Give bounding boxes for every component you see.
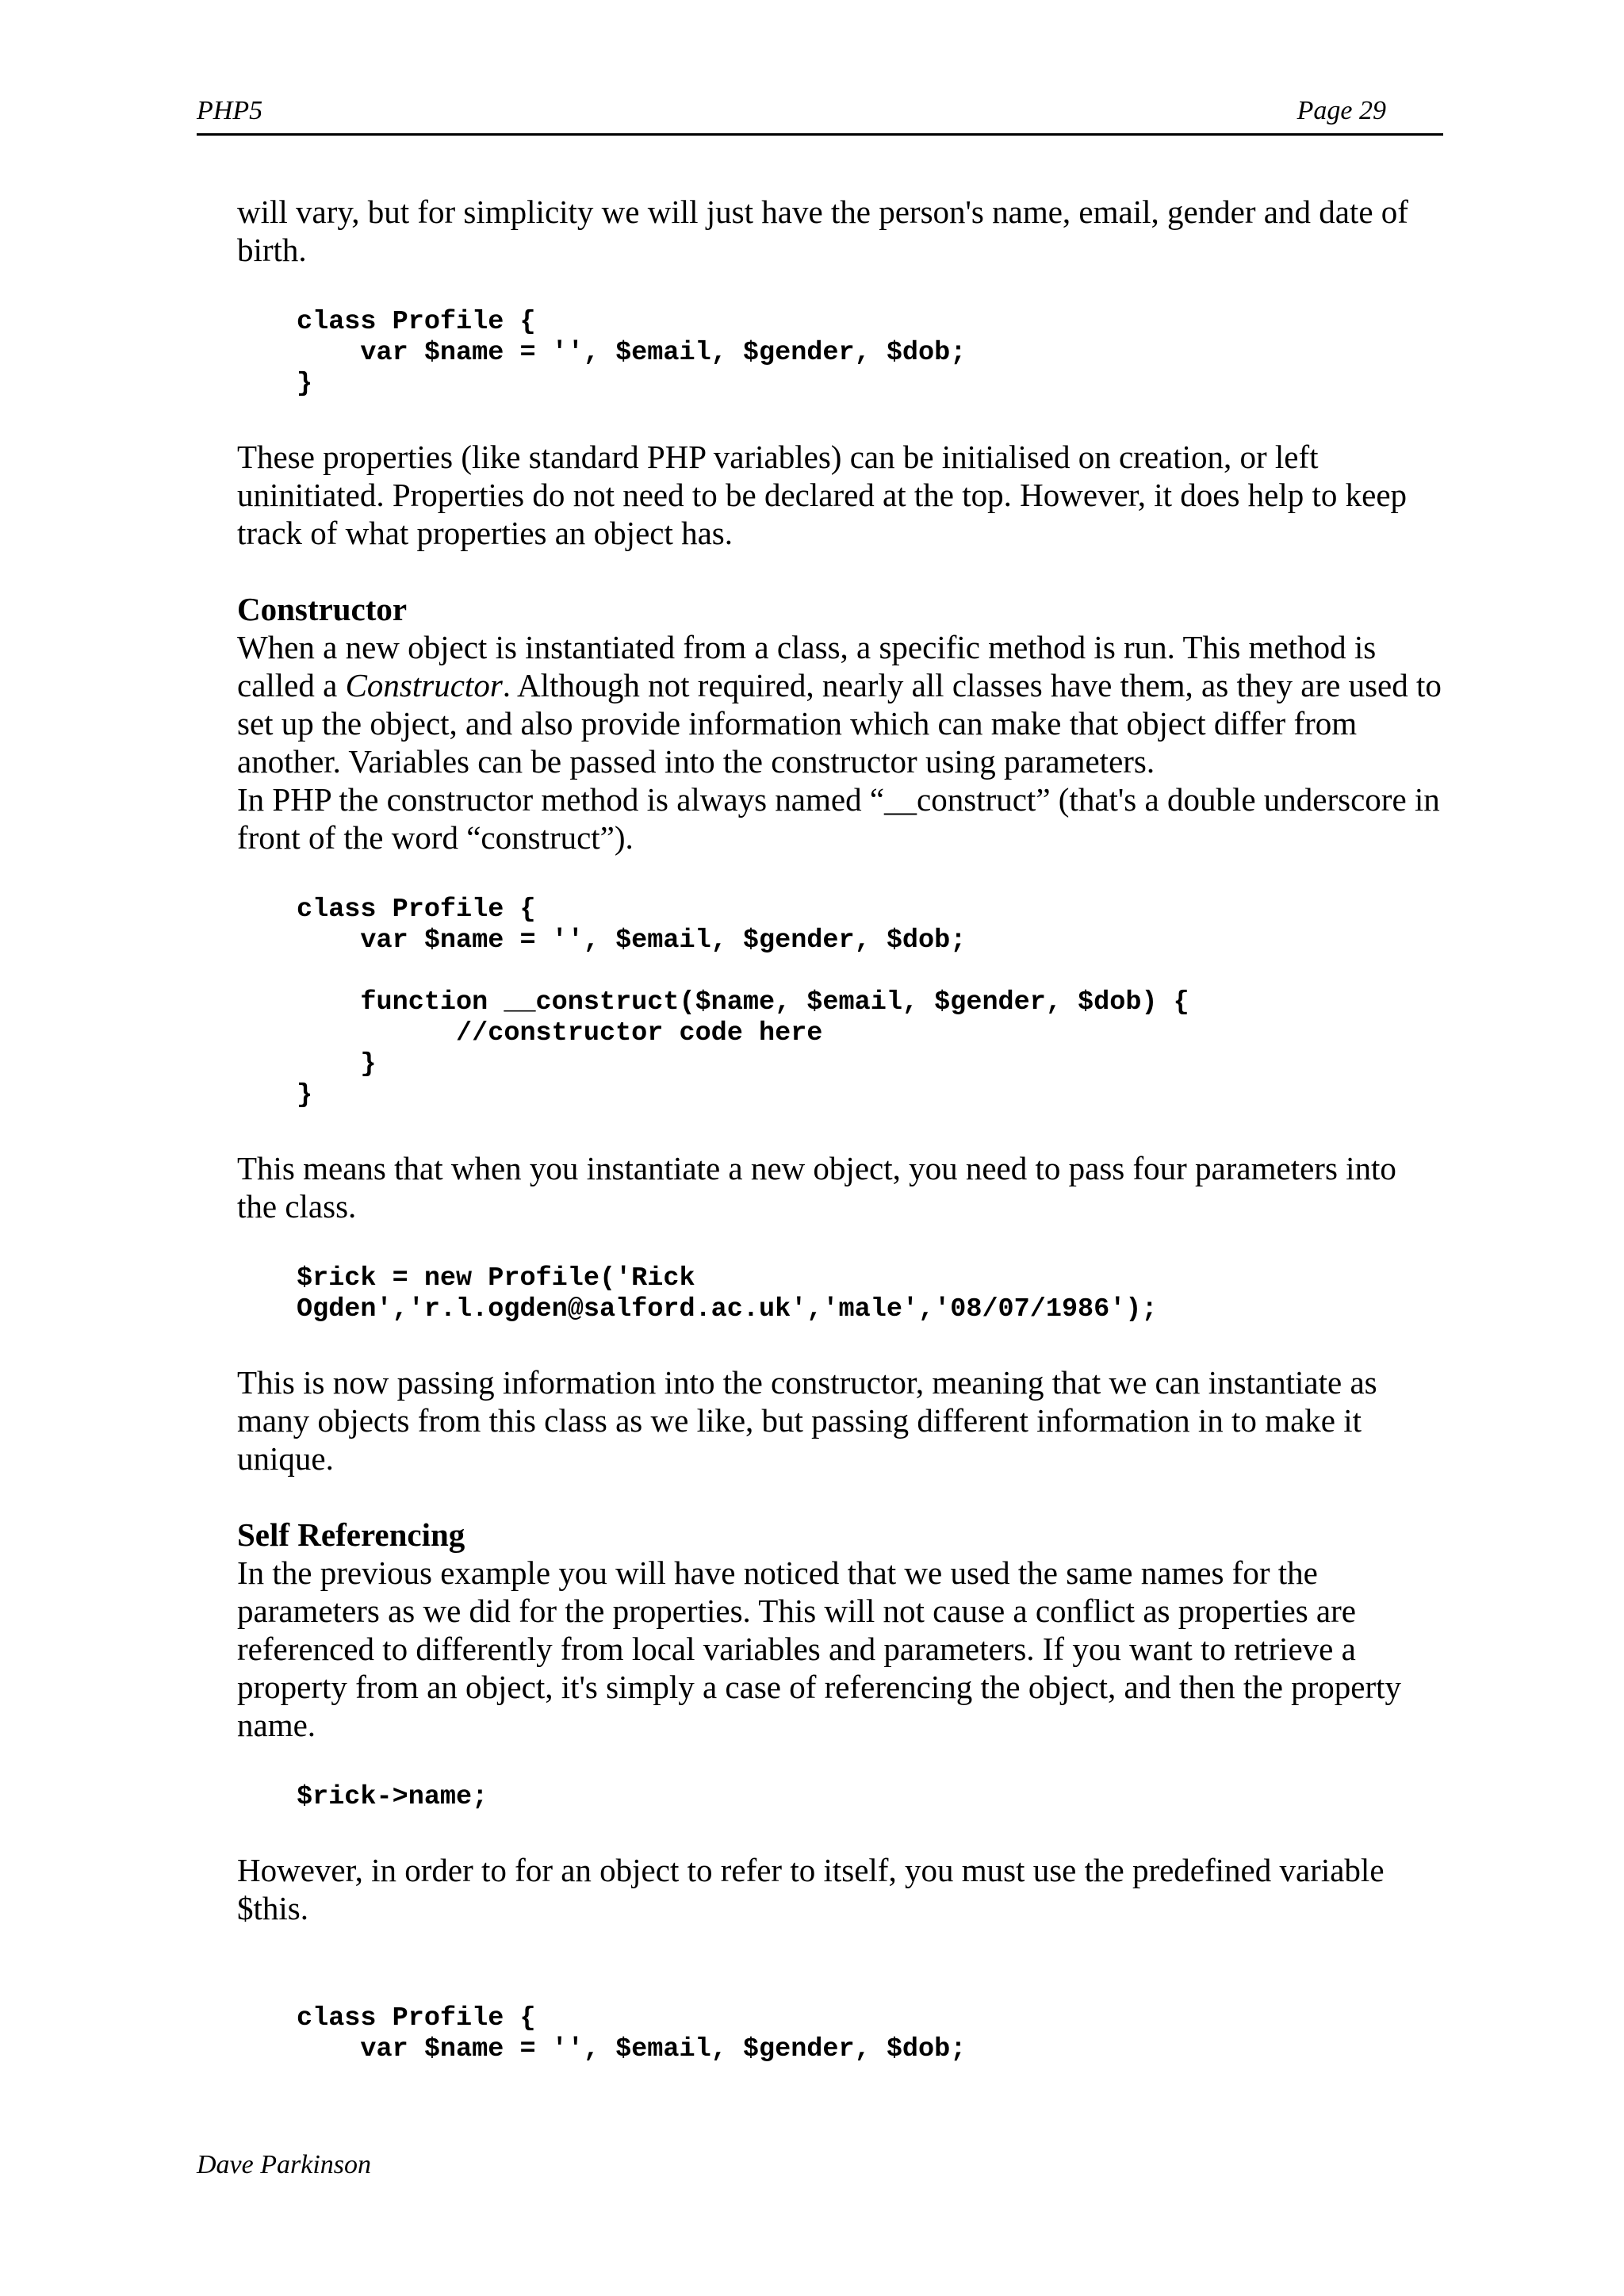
paragraph-passing-info: This is now passing information into the constructor, meaning that we can instantiate as many objects from this class as we like, but passing different information in to make it unique. <box>237 1364 1377 1477</box>
constructor-term: Constructor <box>345 667 503 703</box>
heading-constructor: Constructor <box>237 591 408 627</box>
paragraph-properties: These properties (like standard PHP variables) can be initialised on creation, or left uninitiated. Properties do not need to be declared at the top. However, it does help to keep track of what properties an object has. <box>237 439 1408 551</box>
code-block-class-profile-continued: class Profile { var $name = '', $email, $gender, $dob; <box>297 2003 967 2064</box>
paragraph-construct-name: In PHP the constructor method is always named “__construct” (that's a double underscore in front of the word “construct”). <box>237 781 1440 856</box>
code-block-new-profile: $rick = new Profile('Rick Ogden','r.l.ogden@salford.ac.uk','male','08/07/1986'); <box>297 1263 1158 1324</box>
page-number: Page 29 <box>1297 96 1386 125</box>
header-title: PHP5 <box>197 96 263 125</box>
paragraph-constructor: When a new object is instantiated from a class, a specific method is run. This method is called a Constructor. Although not required, nearly all classes have them, as they are used to set up the object, and also provide information which can make that object differ from another. Variables can be passed into the constructor using parameters. <box>237 629 1442 780</box>
page-footer: Dave Parkinson <box>197 2150 372 2179</box>
paragraph-this: However, in order to for an object to refer to itself, you must use the predefined variable $this. <box>237 1852 1385 1926</box>
code-block-property-access: $rick->name; <box>297 1782 488 1812</box>
code-block-constructor: class Profile { var $name = '', $email, $gender, $dob; function __construct($name, $email, $gender, $dob) { //constructor code here } } <box>297 895 1189 1110</box>
code-block-class-properties: class Profile { var $name = '', $email, $gender, $dob; } <box>297 307 967 399</box>
paragraph-self-referencing: In the previous example you will have noticed that we used the same names for the parameters as we did for the properties. This will not cause a conflict as properties are referenced to differently from local variables and parameters. If you want to retrieve a property from an object, it's simply a case of referencing the object, and then the property name. <box>237 1554 1402 1743</box>
paragraph-intro: will vary, but for simplicity we will just have the person's name, email, gender and date of birth. <box>237 194 1408 268</box>
paragraph-instantiate: This means that when you instantiate a new object, you need to pass four parameters into the class. <box>237 1150 1396 1225</box>
heading-self-referencing: Self Referencing <box>237 1516 465 1553</box>
page-body <box>237 193 1442 2065</box>
page-header <box>197 94 1443 136</box>
